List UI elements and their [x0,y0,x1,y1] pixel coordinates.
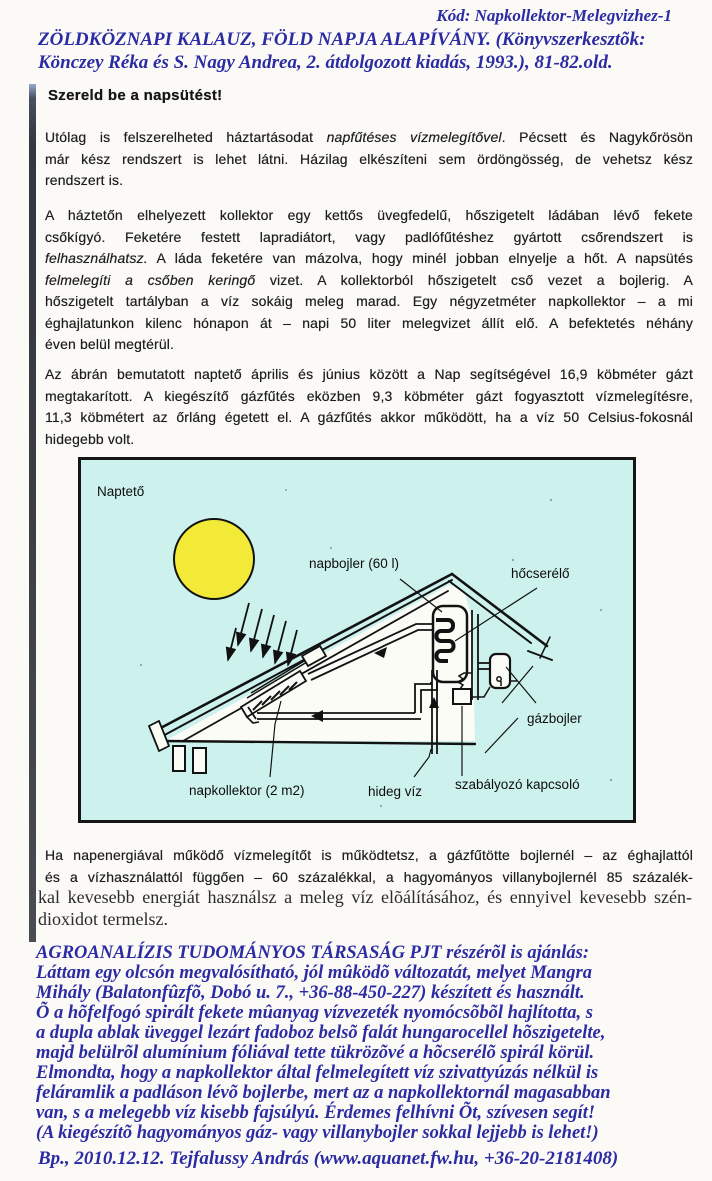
title-line-2: Könczey Réka és S. Nagy Andrea, 2. átdolgozott kiadás, 1993.), 81-82.old. [38,52,613,73]
label-hocserelo: hőcserélő [511,566,570,581]
paragraph-3 [45,364,693,450]
paragraph-2 [45,205,693,356]
text-segment-italic: felmelegíti a csőben keringő [45,271,256,288]
solar-boiler [433,606,467,682]
text-line: és a vízhasználattól függően – 60 százalékkal, a hagyományos villanybojlernél 85 százalék- [45,868,693,885]
paragraph-4-typed [38,886,692,930]
text-line: éven belül megtérül. [45,336,175,352]
signature-line: Bp., 2010.12.12. Tejfalussy András (www.aquanet.fw.hu, +36-20-2181408) [38,1148,619,1169]
text-line [45,270,693,292]
label-napteto: Naptető [97,484,145,499]
text-line: hőszigetelt tartályban a víz sokáig meleg marad. Egy négyzetméter napkollektor – a mi [45,293,693,309]
sun-icon [174,519,254,599]
scan-artifact-bar [29,84,36,942]
recommendation-block [36,943,700,1143]
label-napbojler: napbojler (60 l) [309,556,400,571]
text-line: hidegebb volt. [45,430,135,447]
text-line: Az ábrán bemutatott naptető április és június között a Nap segítségével 16,9 köbméter gázt [45,366,693,382]
text-line: (A kiegészítõ hagyományos gáz- vagy villanybojler sokkal lejjebb is lehet!) [36,1123,599,1143]
text-line: Mihály (Balatonfûzfõ, Dobó u. 7., +36-88-450-227) készített és használt. [36,983,585,1003]
text-line: kal kevesebb energiát használsz a meleg víz elõálításához, és ennyivel kevesebb szén- [38,887,692,907]
text-line: rendszert is. [45,172,124,188]
code-line: Kód: Napkollektor-Melegvizhez-1 [436,6,672,25]
section-heading: Szereld be a napsütést! [48,87,223,104]
text-segment-italic: felhasználhatsz. [45,250,148,266]
text-line [45,127,693,149]
text-line: feláramlik a padláson lévõ bojlerbe, mert az a napkollektornál magasabban [36,1083,611,1103]
text-line: van, s a melegebb víz kisebb fajsúlyú. Érdemes felhívni Õt, szívesen segít! [36,1103,596,1123]
text-line: Õ a hõfelfogó spirált fekete mûanyag vízvezeték nyomócsõbõl hajlította, s [36,1003,594,1023]
text-line: a dupla ablak üveggel lezárt fadoboz belsõ falát hungarocellel hõszigetelte, [36,1023,606,1043]
gas-boiler [490,654,517,688]
text-line: Ha napenergiával működő vízmelegítőt is működtetsz, a gázfűtötte bojlernél – az éghajlattól [45,847,693,863]
solar-roof-diagram [78,457,636,823]
text-line: csőkígyó. Feketére festett lapradiátort, vagy padlófűtéshez gyártott csőrendszert is [45,228,693,245]
text-segment-italic: napfűtéses vízmelegítővel [326,129,502,145]
title-line-1: ZÖLDKÖZNAPI KALAUZ, FÖLD NAPJA ALAPÍVÁNY. (Könyvszerkesztõk: [38,29,646,50]
text-segment: A láda feketére van mázolva, hogy minél jobban elnyelje a hőt. A napsütés [147,250,693,266]
text-line: megtakarított. A kiegészítő gázfűtés eközben 9,3 köbméter gázt fogyasztott vízmelegítésre, [45,387,693,404]
text-line: A háztetőn elhelyezett kollektor egy kettős üvegfedelű, hőszigetelt ládában lévő fekete [45,207,693,223]
paragraph-1 [45,127,693,192]
text-line: már kész rendszert is lehet látni. Házilag elkészíteni sem ördöngösség, de vehetsz kész [45,150,693,167]
text-line [45,248,693,270]
sun-rays [228,603,297,665]
label-napkollektor: napkollektor (2 m2) [189,783,305,798]
text-segment: Utólag is felszerelheted háztartásodat [45,129,327,145]
text-line: éghajlatunkon kilenc hónapon át – napi 50 liter melegvizet állít elő. A befektetés néhány [45,314,693,331]
text-line: AGROANALÍZIS TUDOMÁNYOS TÁRSASÁG PJT részérõl is ajánlás: [36,943,590,963]
support-posts [173,746,206,773]
text-segment: . Pécsett és Nagykőrösön [501,129,693,145]
paragraph-4-scanned [45,845,693,888]
page-title [38,28,682,74]
text-line: Elmondta, hogy a napkollektor által felmelegített víz szivattyúzás nélkül is [36,1063,599,1083]
label-szabalyozo: szabályozó kapcsoló [455,777,580,792]
label-gazbojler: gázbojler [527,711,582,726]
text-line: dioxidot termelsz. [38,909,168,929]
text-line: Láttam egy olcsón megvalósítható, jól mûködõ változatát, melyet Mangra [36,963,593,983]
label-hideg-viz: hideg víz [368,784,423,799]
text-line: 11,3 köbmétert az őrláng égetett el. A gázfűtés akkor működött, ha a víz 50 Celsius-fokosnál [45,409,693,425]
text-line: majd belülrõl alumínium fóliával tette tükrözõvé a hõcserélõ spirál körül. [36,1043,595,1063]
text-segment: vizet. A kollektorból hőszigetelt cső vezet a bojlerig. A [255,271,694,288]
